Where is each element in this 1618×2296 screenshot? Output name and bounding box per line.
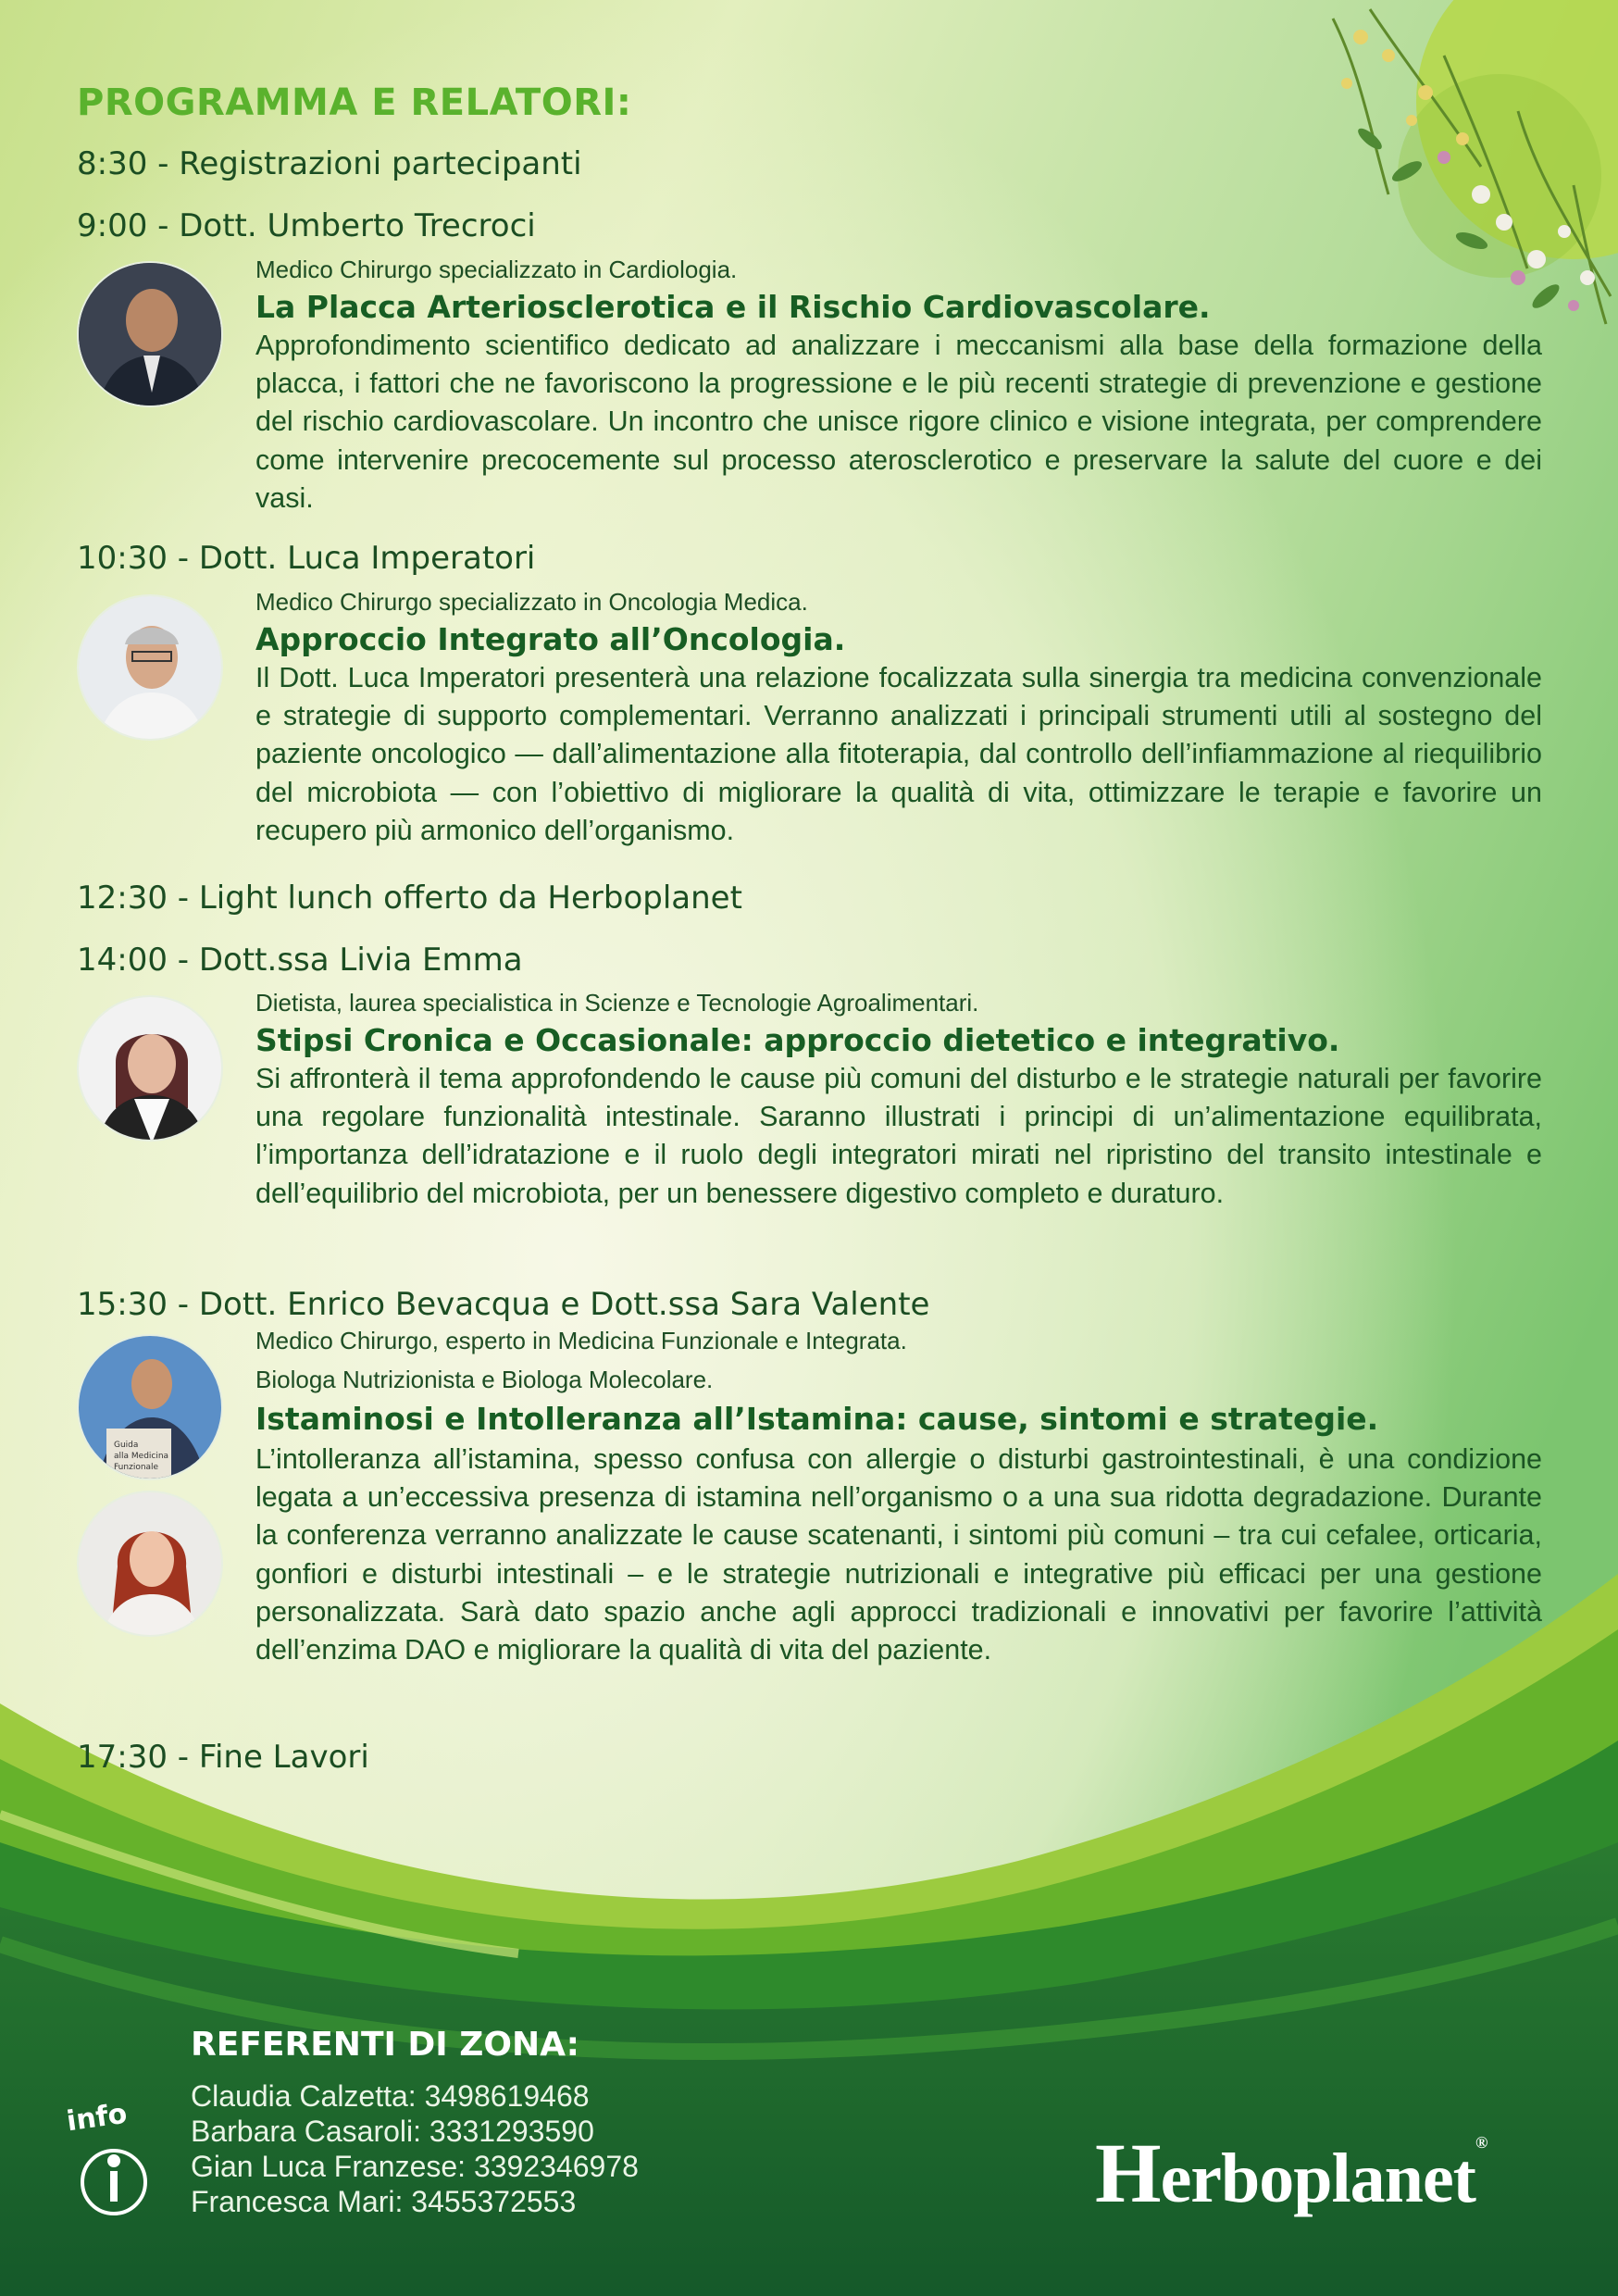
talk-description: L’intolleranza all’istamina, spesso confusa con allergie o disturbi gastrointestinali, è una condizione legata a un’eccessiva presenza di istamina nell’organismo o a una sua ridotta degradazione. Durante la conferenza verranno analizzate le cause scatenanti, i sintomi più comuni – tra cui cefalee, orticaria, gonfiori e disturbi intestinali – e le strategie nutrizionali e integrative più efficaci per una gestione personalizzata. Sarà dato spazio anche agli approcci tradizionali e innovativi per favorire l’attività dell’enzima DAO e migliorare la qualità di vita del paziente. <box>255 1443 1542 1666</box>
time-slot-0830: 8:30 - Registrazioni partecipanti <box>77 145 582 182</box>
speaker-role-valente: Biologa Nutrizionista e Biologa Molecolare. <box>255 1366 714 1393</box>
speaker-role: Dietista, laurea specialistica in Scienze e Tecnologie Agroalimentari. <box>255 989 979 1017</box>
time-slot-1230: 12:30 - Light lunch offerto da Herboplanet <box>77 880 742 917</box>
info-label: info <box>64 2097 130 2139</box>
talk-description: Il Dott. Luca Imperatori presenterà una relazione focalizzata sulla sinergia tra medicina convenzionale e strategie di supporto complementari. Verranno analizzati i principali strumenti utili al sostegno del paziente oncologico — dall’alimentazione alla fitoterapia, dal controllo dell’infiammazione al riequilibrio del microbiota — con l’obiettivo di migliorare la qualità di vita, ottimizzare le terapie e favorire un recupero più armonico dell’organismo. <box>255 662 1542 846</box>
time-slot-0900: 9:00 - Dott. Umberto Trecroci <box>77 207 536 244</box>
referents-title: REFERENTI DI ZONA: <box>191 2026 579 2064</box>
avatar-bevacqua <box>77 1334 223 1480</box>
registered-mark: ® <box>1475 2133 1487 2152</box>
contact-casaroli: Barbara Casaroli: 3331293590 <box>191 2115 594 2148</box>
speaker-role: Medico Chirurgo specializzato in Oncologia Medica. <box>255 588 808 616</box>
talk-description: Approfondimento scientifico dedicato ad analizzare i meccanismi alla base della formazione della placca, i fattori che ne favoriscono la progressione e le più recenti strategie di prevenzione e gestione del rischio cardiovascolare. Un incontro che unisce rigore clinico e visione integrata, per comprendere come intervenire precocemente sul processo aterosclerotico e preservare la salute del cuore e dei vasi. <box>255 330 1542 514</box>
speaker-role-bevacqua: Medico Chirurgo, esperto in Medicina Funzionale e Integrata. <box>255 1327 907 1354</box>
time-slot-1400: 14:00 - Dott.ssa Livia Emma <box>77 942 523 979</box>
time-slot-1030: 10:30 - Dott. Luca Imperatori <box>77 540 536 577</box>
book-cover-line-1: Guida <box>114 1441 139 1450</box>
talk-title: Istaminosi e Intolleranza all’Istamina: cause, sintomi e strategie. <box>255 1401 1379 1437</box>
contact-mari: Francesca Mari: 3455372553 <box>191 2185 577 2218</box>
avatar-emma <box>77 995 223 1142</box>
talk-title: Stipsi Cronica e Occasionale: approccio dietetico e integrativo. <box>255 1022 1340 1058</box>
contact-calzetta: Claudia Calzetta: 3498619468 <box>191 2079 590 2113</box>
logo-wordmark: erboplanet <box>1160 2140 1475 2217</box>
time-slot-1730: 17:30 - Fine Lavori <box>77 1739 369 1776</box>
contact-franzese: Gian Luca Franzese: 3392346978 <box>191 2150 639 2183</box>
speaker-role: Medico Chirurgo specializzato in Cardiologia. <box>255 256 738 283</box>
talk-title: Approccio Integrato all’Oncologia. <box>255 621 846 657</box>
book-cover-line-3: Funzionale <box>114 1463 159 1472</box>
book-cover-line-2: alla Medicina <box>114 1452 169 1461</box>
logo-initial: H <box>1095 2126 1161 2220</box>
talk-title: La Placca Arteriosclerotica e il Rischio Cardiovascolare. <box>255 289 1211 325</box>
time-slot-1530: 15:30 - Dott. Enrico Bevacqua e Dott.ssa Sara Valente <box>77 1286 930 1323</box>
talk-description: Si affronterà il tema approfondendo le cause più comuni del disturbo e le strategie naturali per favorire una regolare funzionalità intestinale. Saranno illustrati i principi di un’alimentazione equilibrata, l’importanza dell’idratazione e il ruolo degli integratori mirati nel ripristino del transito intestinale e dell’equilibrio del microbiota, per un benessere digestivo completo e duraturo. <box>255 1063 1542 1209</box>
avatar-imperatori <box>77 594 223 741</box>
avatar-valente <box>77 1491 223 1637</box>
herboplanet-logo <box>1095 2124 1487 2222</box>
avatar-trecroci <box>77 261 223 407</box>
page-heading: PROGRAMMA E RELATORI: <box>77 81 632 124</box>
